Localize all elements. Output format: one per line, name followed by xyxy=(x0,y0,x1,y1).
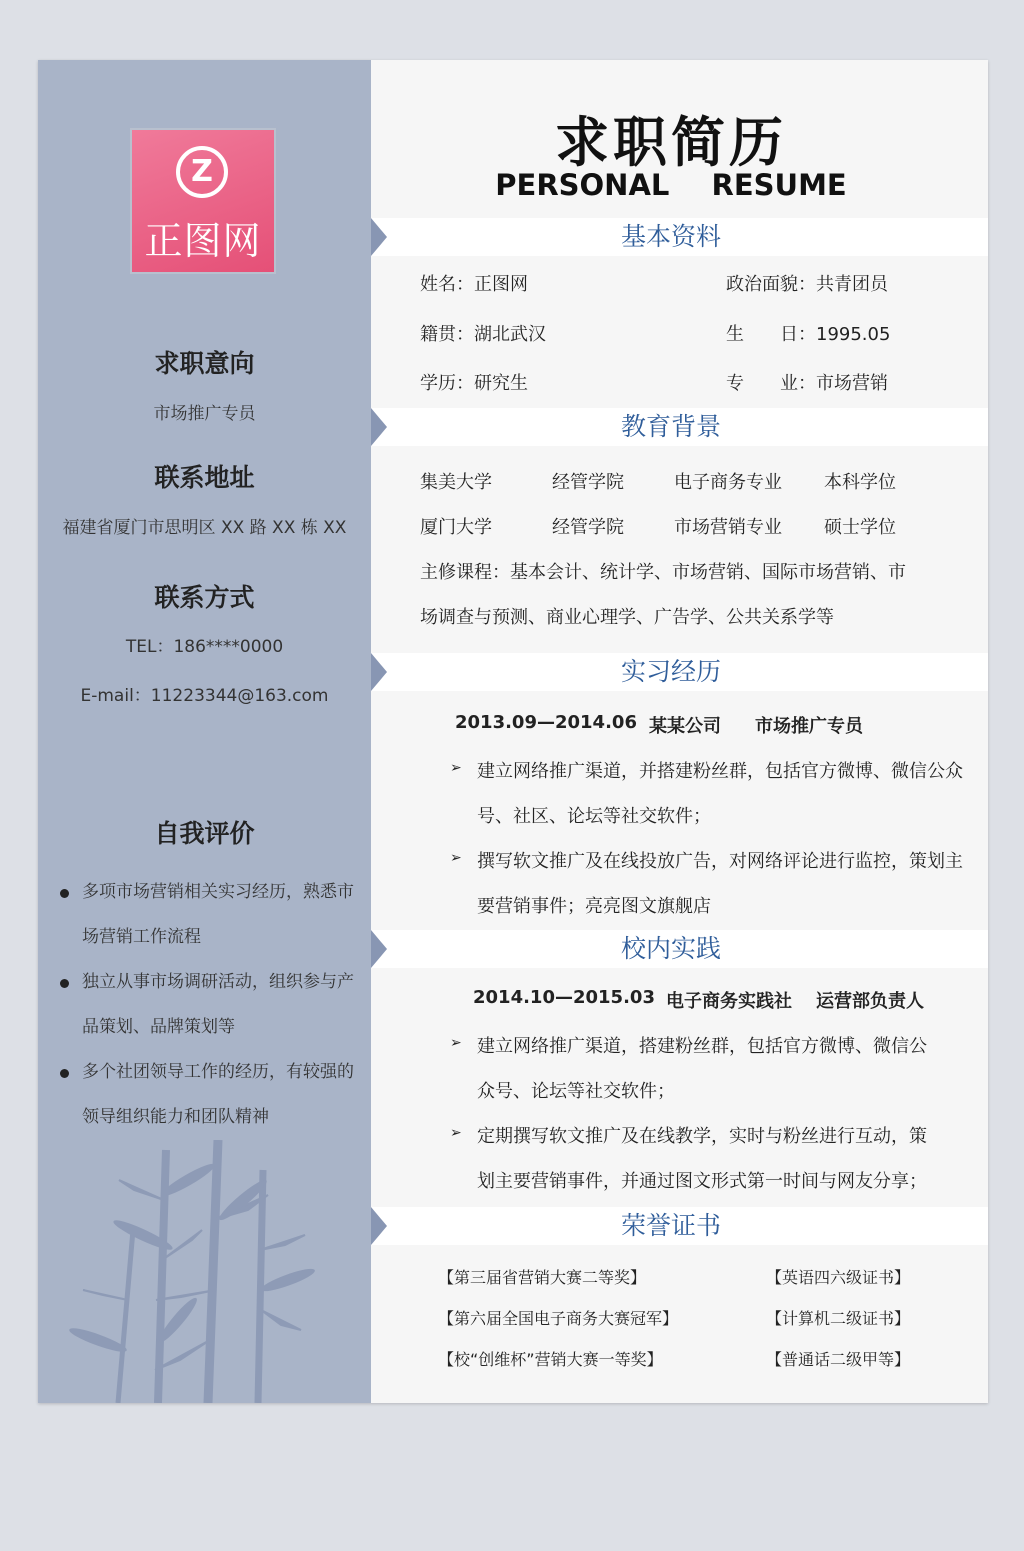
intern-item-cont: 要营销事件；亮亮图文旗舰店 xyxy=(477,896,711,917)
honor-item: 【第三届省营销大赛二等奖】 xyxy=(438,1268,647,1287)
sidebar xyxy=(38,60,371,1403)
phone-text: TEL：186****0000 xyxy=(125,637,284,657)
chevron-right-icon: ➢ xyxy=(450,850,462,866)
basic-major xyxy=(726,369,888,395)
section-title-campus: 校内实践 xyxy=(620,934,721,963)
eval-item: 多项市场营销相关实习经历，熟悉市场营销工作流程 xyxy=(58,870,358,960)
basic-hometown: 籍贯：湖北武汉 xyxy=(420,324,546,345)
basic-birthday xyxy=(726,320,890,346)
intern-period: 2013.09—2014.06 xyxy=(455,712,637,733)
section-title-education: 教育背景 xyxy=(620,412,721,441)
eval-list xyxy=(58,870,358,1140)
campus-item-cont: 众号、论坛等社交软件； xyxy=(477,1081,675,1102)
edu-school: 厦门大学 xyxy=(420,517,492,538)
honor-item: 【校“创维杯”营销大赛一等奖】 xyxy=(438,1350,663,1369)
bamboo-illustration xyxy=(58,1140,318,1403)
intern-item-cont: 号、社区、论坛等社交软件； xyxy=(477,806,711,827)
chevron-right-icon: ➢ xyxy=(450,1035,462,1051)
intern-role: 市场推广专员 xyxy=(755,716,863,737)
intent-title: 求职意向 xyxy=(154,349,255,378)
edu-courses-cont: 场调查与预测、商业心理学、广告学、公共关系学等 xyxy=(420,607,834,628)
edu-major: 市场营销专业 xyxy=(674,517,782,538)
edu-courses: 主修课程：基本会计、统计学、市场营销、国际市场营销、市 xyxy=(420,562,906,583)
basic-politics: 政治面貌：共青团员 xyxy=(726,274,888,295)
major-value: 市场营销 xyxy=(816,373,888,394)
logo xyxy=(130,128,276,274)
birthday-label: 生 日： xyxy=(726,324,816,345)
edu-major: 电子商务专业 xyxy=(674,472,782,493)
intern-company: 某某公司 xyxy=(649,716,721,737)
basic-degree: 学历：研究生 xyxy=(420,373,528,394)
edu-college: 经管学院 xyxy=(552,472,624,493)
eval-item: 多个社团领导工作的经历，有较强的领导组织能力和团队精神 xyxy=(58,1050,358,1140)
resume-subtitle xyxy=(371,168,971,202)
cert-item: 【计算机二级证书】 xyxy=(766,1309,911,1328)
email-text: E-mail：11223344@163.com xyxy=(80,686,329,706)
cert-item: 【普通话二级甲等】 xyxy=(766,1350,911,1369)
edu-degree: 本科学位 xyxy=(824,472,896,493)
birthday-value: 1995.05 xyxy=(816,324,891,345)
campus-item: 建立网络推广渠道，搭建粉丝群，包括官方微博、微信公 xyxy=(477,1036,927,1057)
basic-name: 姓名：正图网 xyxy=(420,274,528,295)
campus-item-cont: 划主要营销事件，并通过图文形式第一时间与网友分享； xyxy=(477,1171,927,1192)
contact-title: 联系方式 xyxy=(154,583,255,612)
campus-role: 运营部负责人 xyxy=(816,991,924,1012)
intent-value: 市场推广专员 xyxy=(153,404,256,424)
logo-icon: Z xyxy=(176,146,228,198)
edu-school: 集美大学 xyxy=(420,472,492,493)
honor-item: 【第六届全国电子商务大赛冠军】 xyxy=(438,1309,679,1328)
subtitle-personal: PERSONAL xyxy=(495,168,670,202)
address-title: 联系地址 xyxy=(154,463,255,492)
intern-item: 建立网络推广渠道，并搭建粉丝群，包括官方微博、微信公众 xyxy=(477,761,963,782)
campus-period: 2014.10—2015.03 xyxy=(473,987,655,1008)
section-title-internship: 实习经历 xyxy=(620,657,721,686)
eval-title: 自我评价 xyxy=(154,819,255,848)
section-title-basic: 基本资料 xyxy=(620,222,721,251)
intern-item: 撰写软文推广及在线投放广告，对网络评论进行监控，策划主 xyxy=(477,851,963,872)
logo-text: 正图网 xyxy=(144,219,262,263)
edu-degree: 硕士学位 xyxy=(824,517,896,538)
subtitle-resume: RESUME xyxy=(711,168,847,202)
chevron-right-icon: ➢ xyxy=(450,760,462,776)
edu-college: 经管学院 xyxy=(552,517,624,538)
chevron-right-icon: ➢ xyxy=(450,1125,462,1141)
address-value: 福建省厦门市思明区 XX 路 XX 栋 XX xyxy=(62,518,347,538)
eval-item: 独立从事市场调研活动，组织参与产品策划、品牌策划等 xyxy=(58,960,358,1050)
campus-org: 电子商务实践社 xyxy=(666,991,792,1012)
campus-item: 定期撰写软文推广及在线教学，实时与粉丝进行互动，策 xyxy=(477,1126,927,1147)
resume-title: 求职简历 xyxy=(555,111,787,174)
section-title-honors: 荣誉证书 xyxy=(620,1211,721,1240)
major-label: 专 业： xyxy=(726,373,816,394)
cert-item: 【英语四六级证书】 xyxy=(766,1268,911,1287)
